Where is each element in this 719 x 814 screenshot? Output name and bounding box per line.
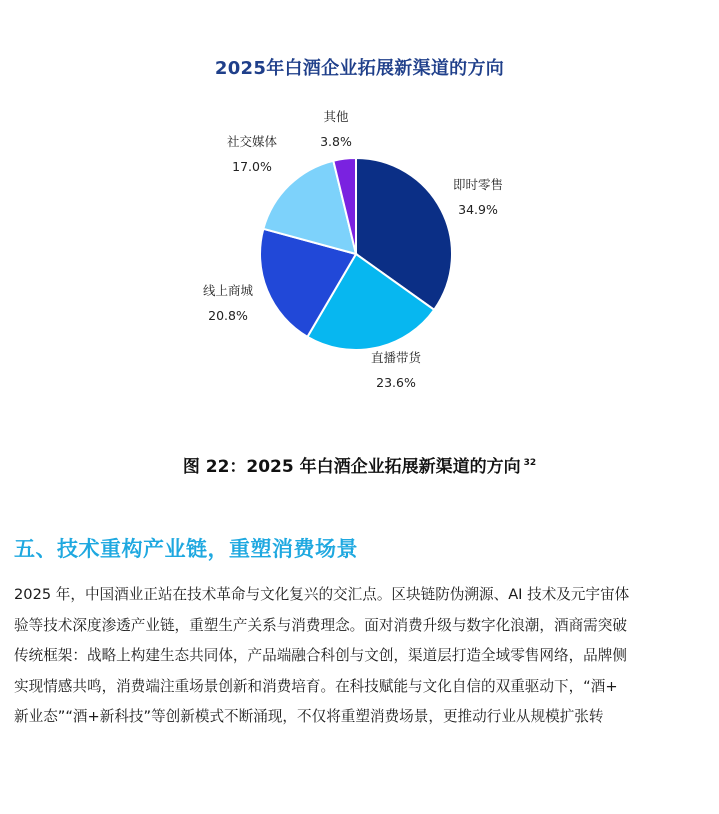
figure-caption-text: 图 22：2025 年白酒企业拓展新渠道的方向 — [182, 457, 521, 477]
slice-label: 直播带货 — [370, 350, 422, 365]
slice-label: 即时零售 — [452, 177, 504, 192]
slice-label: 其他 — [323, 109, 349, 124]
slice-value-label: 17.0% — [232, 159, 272, 174]
paragraph-line: 传统框架：战略上构建生态共同体，产品端融合科创与文创，渠道层打造全域零售网络，品牌侧 — [14, 647, 627, 664]
slice-value-label: 34.9% — [458, 202, 498, 217]
slice-label: 线上商城 — [202, 283, 254, 298]
footnote-ref[interactable]: 32 — [523, 458, 537, 469]
paragraph-line: 新业态”“酒+新科技”等创新模式不断涌现，不仅将重塑消费场景，更推动行业从规模扩张转 — [14, 708, 604, 725]
chart-title: 2025年白酒企业拓展新渠道的方向 — [214, 58, 505, 79]
slice-value-label: 3.8% — [320, 134, 352, 149]
slice-value-label: 23.6% — [376, 375, 416, 390]
section-heading: 五、技术重构产业链，重塑消费场景 — [14, 537, 358, 561]
figure-caption — [0, 452, 719, 477]
slice-value-label: 20.8% — [208, 308, 248, 323]
slice-label: 社交媒体 — [226, 134, 278, 149]
paragraph-line: 验等技术深度渗透产业链，重塑生产关系与消费理念。面对消费升级与数字化浪潮，酒商需突破 — [14, 616, 627, 634]
paragraph-line: 2025 年，中国酒业正站在技术革命与文化复兴的交汇点。区块链防伪溯源、AI 技术及元宇宙体 — [14, 586, 630, 603]
paragraph-line: 实现情感共鸣，消费端注重场景创新和消费培育。在科技赋能与文化自信的双重驱动下，“酒+ — [14, 677, 618, 695]
section-paragraph — [14, 580, 706, 733]
